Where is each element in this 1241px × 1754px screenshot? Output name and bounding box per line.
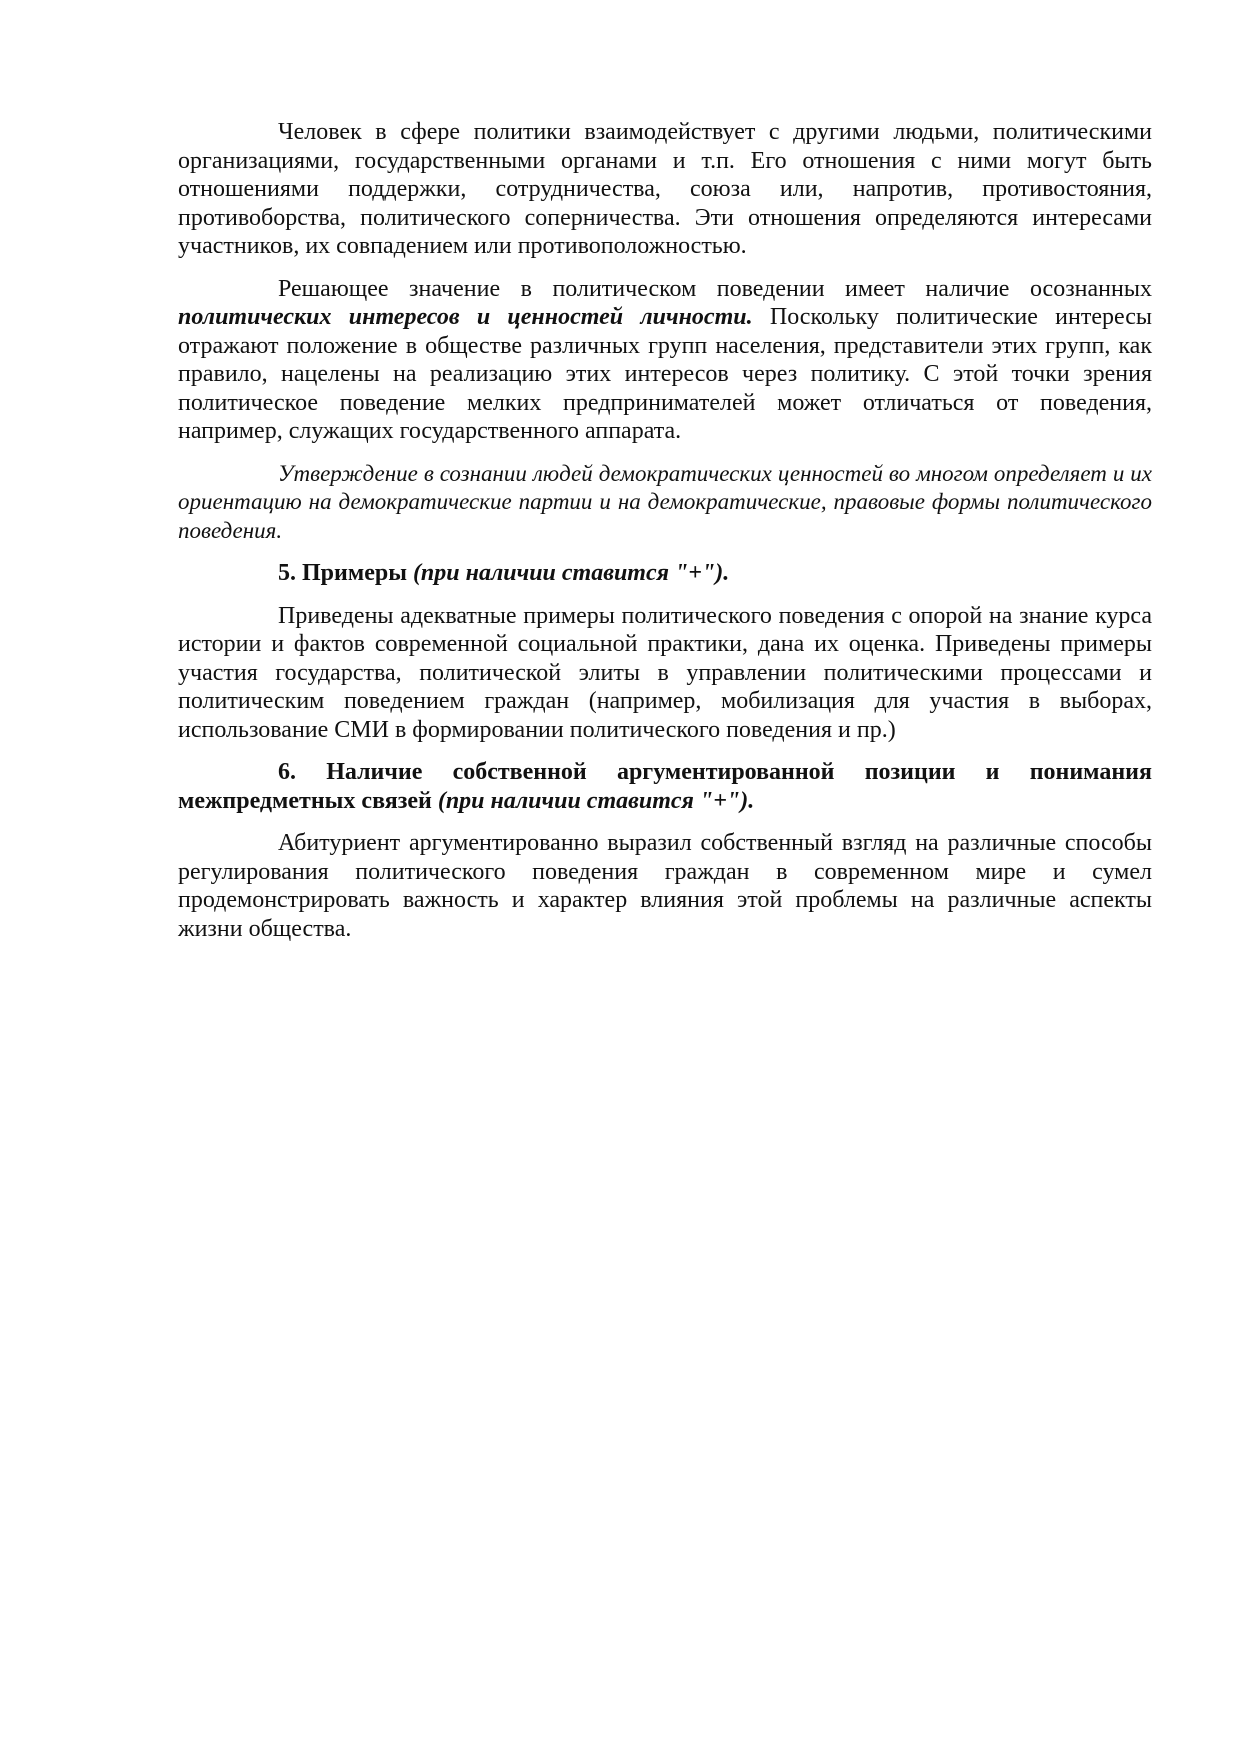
section-6-note: (при наличии ставится "+").: [437, 787, 755, 814]
section-6-body: Абитуриент аргументированно выразил собственный взгляд на различные способы регулирования политического поведения граждан в современном мире и сумел продемонстрировать важность и характер влияния этой проблемы на различные аспекты жизни общества.: [178, 830, 1152, 942]
section-5-note: (при наличии ставится "+").: [412, 560, 730, 586]
emphasis-political-interests: политических интересов и ценностей личности.: [178, 304, 753, 330]
section-5-title: 5. Примеры: [278, 560, 413, 586]
paragraph-rest-text: Поскольку политические интересы отражают положение в обществе различных групп населения, представители этих групп, как правило, нацелены на реализацию этих интересов через политику. С этой точки зрения политическое поведение мелких предпринимателей может отличаться от поведения, например, служащих государственного аппарата.: [178, 304, 1152, 444]
paragraph-democratic-values: Утверждение в сознании людей демократических ценностей во многом определяет и их ориентацию на демократические партии и на демократические, правовые формы политического поведения.: [178, 460, 1152, 543]
section-5-heading: [178, 559, 1152, 588]
document-page: [178, 118, 1152, 957]
paragraph-political-relations: Человек в сфере политики взаимодействует с другими людьми, политическими организациями, государственными органами и т.п. Его отношения с ними могут быть отношениями поддержки, сотрудничества, союза или, напротив, противостояния, противоборства, политического соперничества. Эти отношения определяются интересами участников, их совпадением или противоположностью.: [178, 119, 1152, 259]
paragraph-political-interests: [178, 275, 1152, 446]
section-5-body: Приведены адекватные примеры политического поведения с опорой на знание курса истории и фактов современной социальной практики, дана их оценка. Приведены примеры участия государства, политической элиты в управлении политическими процессами и политическим поведением граждан (например, мобилизация для участия в выборах, использование СМИ в формировании политического поведения и пр.): [178, 602, 1152, 743]
paragraph-lead-text: Решающее значение в политическом поведении имеет наличие осознанных: [278, 275, 1152, 302]
section-6-title: 6. Наличие собственной аргументированной позиции и понимания межпредметных связей: [178, 759, 1152, 814]
section-6-heading: [178, 758, 1152, 815]
